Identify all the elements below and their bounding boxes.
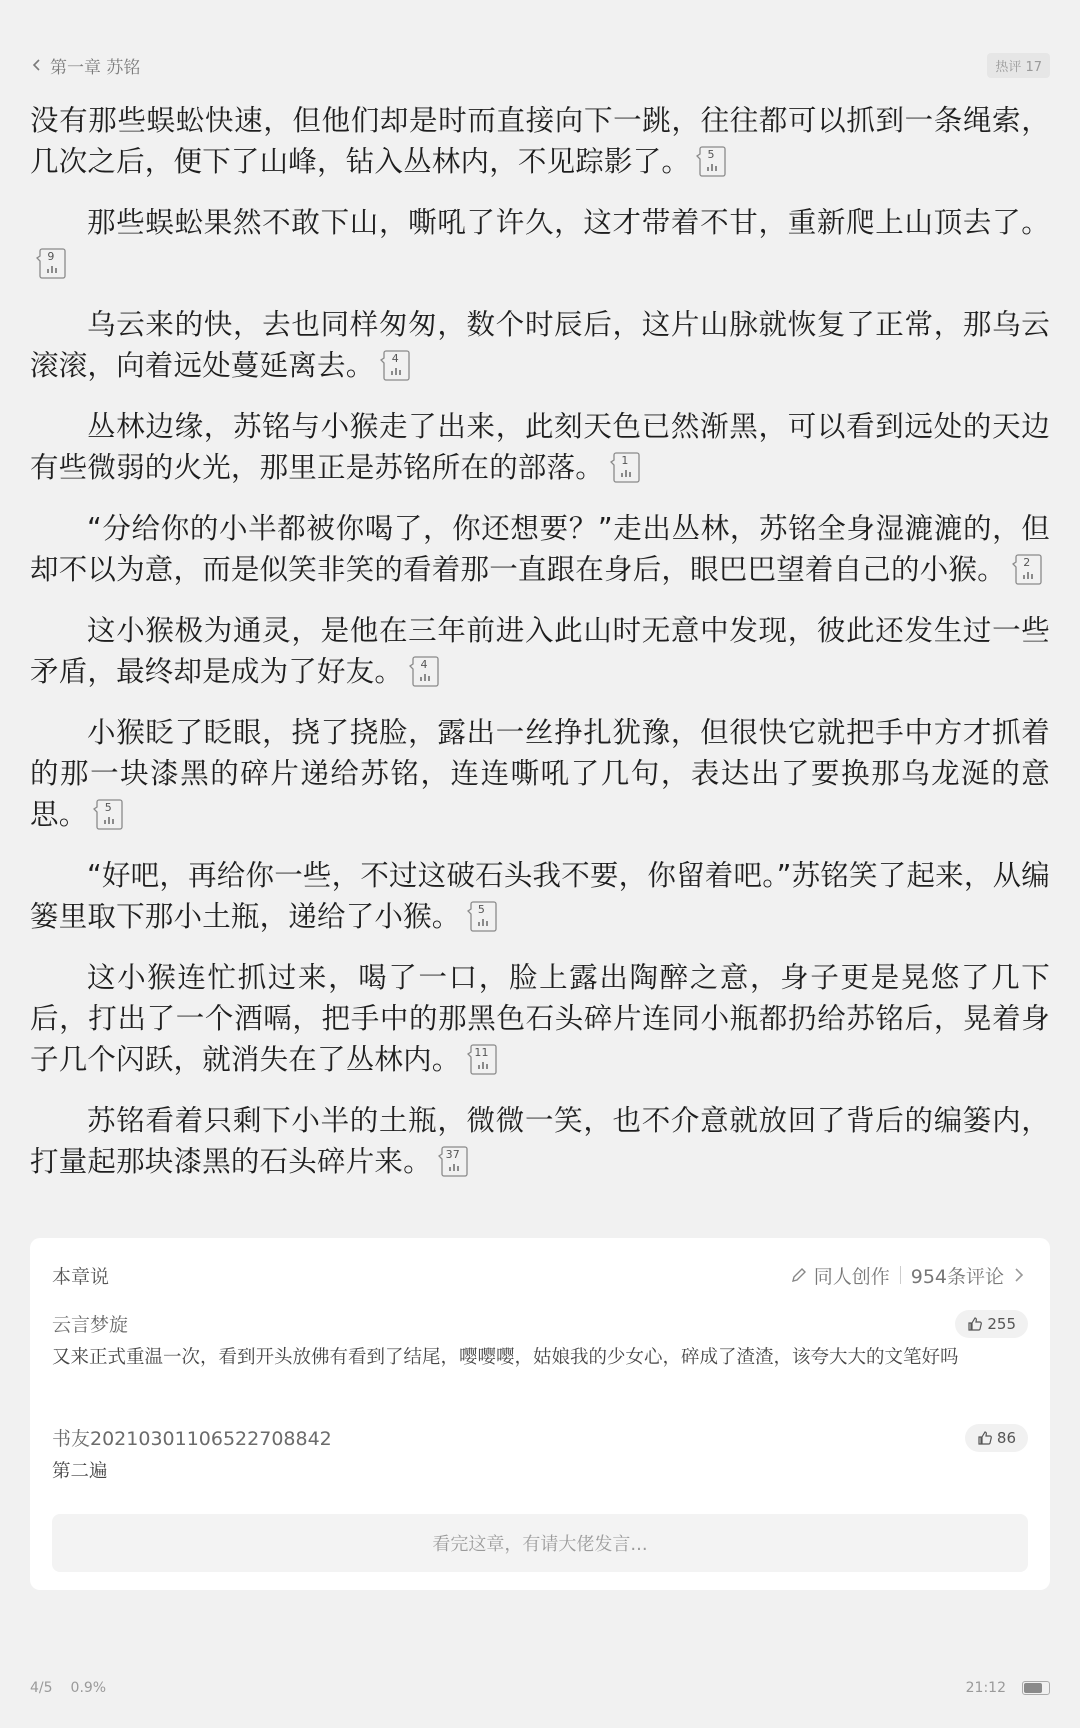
like-count: 255 [987,1315,1016,1333]
pencil-icon [790,1266,808,1284]
paragraph-comment-badge[interactable] [467,900,497,932]
like-button[interactable] [955,1310,1028,1338]
reading-progress: 0.9% [70,1680,107,1696]
comment-count: 954条评论 [910,1265,1004,1288]
divider [900,1266,901,1284]
paragraph [30,1100,1050,1182]
paragraph [30,304,1050,386]
paragraph [30,508,1050,590]
paragraph-comment-badge[interactable] [409,655,439,687]
paragraph-comment-count: 9 [47,250,55,263]
comment-item[interactable] [52,1424,1028,1486]
fan-creation-label: 同人创作 [813,1265,890,1288]
paragraph-text: 苏铭看着只剩下小半的土瓶，微微一笑，也不介意就放回了背后的编篓内，打量起那块漆黑的石头碎片来。 [30,1104,1050,1178]
comment-count-link[interactable] [911,1262,1028,1289]
paragraph-text: “好吧，再给你一些，不过这破石头我不要，你留着吧。”苏铭笑了起来，从编篓里取下那小土瓶，递给了小猴。 [30,859,1050,933]
paragraph-comment-badge[interactable] [93,798,123,830]
paragraph [30,202,1050,284]
paragraph-text: 这小猴极为通灵，是他在三年前进入此山时无意中发现，彼此还发生过一些矛盾，最终却是成为了好友。 [30,614,1050,688]
paragraph-comment-count: 5 [707,148,715,161]
paragraph-text: 这小猴连忙抓过来，喝了一口，脸上露出陶醉之意，身子更是晃悠了几下后，打出了一个酒嗝，把手中的那黑色石头碎片连同小瓶都扔给苏铭后，晃着身子几个闪跃，就消失在了丛林内。 [30,961,1050,1076]
fan-creation-link[interactable] [790,1262,890,1289]
paragraph [30,610,1050,692]
paragraph-comment-count: 4 [420,658,428,671]
top-bar [30,50,1050,80]
paragraph-comment-count: 4 [391,352,399,365]
chapter-title: 第一章 苏铭 [50,57,141,78]
paragraph [30,712,1050,835]
comment-user[interactable]: 书友20210301106522708842 [52,1428,332,1450]
paragraph-comment-count: 5 [477,903,486,916]
paragraph-comment-count: 37 [445,1148,461,1161]
chevron-right-icon [1010,1266,1028,1284]
chevron-left-icon [30,58,44,72]
comment-text: 第二遍 [52,1461,108,1482]
paragraph-comment-count: 1 [621,454,629,467]
thumbs-up-icon [977,1430,993,1446]
like-count: 86 [996,1429,1016,1447]
paragraph-text: 小猴眨了眨眼，挠了挠脸，露出一丝挣扎犹豫，但很快它就把手中方才抓着的那一块漆黑的碎片递给苏铭，连连嘶吼了几句，表达出了要换那乌龙涎的意思。 [30,716,1050,831]
chapter-content [30,100,1050,1202]
paragraph-comment-count: 2 [1023,556,1031,569]
paragraph-comment-badge[interactable] [467,1043,497,1075]
paragraph-text: 丛林边缘，苏铭与小猴走了出来，此刻天色已然渐黑，可以看到远处的天边有些微弱的火光，那里正是苏铭所在的部落。 [30,410,1050,484]
paragraph [30,406,1050,488]
comments-title: 本章说 [52,1265,110,1288]
comments-header [52,1260,1028,1290]
paragraph [30,855,1050,937]
paragraph-text: 没有那些蜈蚣快速，但他们却是时而直接向下一跳，往往都可以抓到一条绳索，几次之后，便下了山峰，钻入丛林内，不见踪影了。 [30,104,1050,178]
paragraph-text: “分给你的小半都被你喝了，你还想要？”走出丛林，苏铭全身湿漉漉的，但却不以为意，而是似笑非笑的看着那一直跟在身后，眼巴巴望着自己的小猴。 [30,512,1050,586]
thumbs-up-icon [967,1316,983,1332]
paragraph-text: 那些蜈蚣果然不敢下山，嘶吼了许久，这才带着不甘，重新爬上山顶去了。 [87,206,1050,239]
chapter-comments-card [30,1238,1050,1590]
paragraph-comment-badge[interactable] [610,451,640,483]
comment-item[interactable] [52,1310,1028,1372]
paragraph-comment-badge[interactable] [1012,553,1042,585]
paragraph-comment-badge[interactable] [696,145,726,177]
paragraph-text: 乌云来的快，去也同样匆匆，数个时辰后，这片山脉就恢复了正常，那乌云滚滚，向着远处蔓延离去。 [30,308,1050,382]
paragraph-comment-badge[interactable] [36,247,66,279]
paragraph-comment-badge[interactable] [380,349,410,381]
like-button[interactable] [965,1424,1028,1452]
clock: 21:12 [965,1680,1006,1696]
battery-icon [1022,1681,1050,1695]
paragraph-comment-count: 5 [104,801,112,814]
page-indicator: 4/5 [30,1680,53,1696]
comment-input[interactable]: 看完这章，有请大佬发言... [52,1514,1028,1572]
hot-comments-badge[interactable]: 热评 17 [987,53,1050,78]
paragraph [30,100,1050,182]
back-button[interactable] [30,53,140,78]
paragraph [30,957,1050,1080]
comment-text: 又来正式重温一次，看到开头放佛有看到了结尾，嘤嘤嘤，姑娘我的少女心，碎成了渣渣，该夸大大的文笔好吗 [52,1347,959,1368]
comment-user[interactable]: 云言梦旋 [52,1314,129,1336]
bottom-status-bar [30,1676,1050,1700]
paragraph-comment-badge[interactable] [438,1145,468,1177]
paragraph-comment-count: 11 [474,1046,489,1059]
